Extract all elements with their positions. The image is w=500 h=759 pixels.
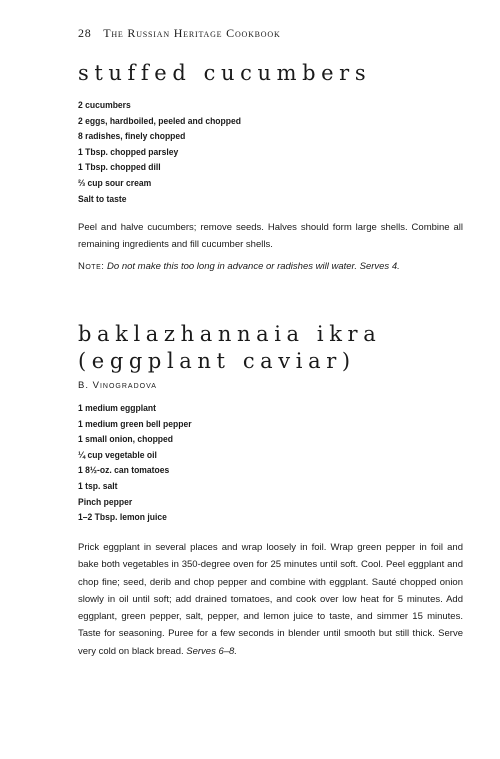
- ingredient-item: Salt to taste: [78, 193, 127, 205]
- recipe-title-eggplant-caviar: [78, 321, 381, 375]
- directions-cucumbers: Peel and halve cucumbers; remove seeds. Halves should form large shells. Combine all remaining ingredients and fill cucumber shells.: [78, 222, 463, 251]
- ingredient-item: 1 medium eggplant: [78, 403, 156, 414]
- ingredient-item: 8 radishes, finely chopped: [78, 131, 186, 143]
- running-head: [78, 26, 281, 41]
- recipe-note: [78, 258, 463, 275]
- ingredient-item: 1 tsp. salt: [78, 480, 118, 492]
- recipe-attribution: B. Vinogradova: [78, 380, 157, 391]
- directions-eggplant: [78, 539, 463, 660]
- recipe-title-line-2: (eggplant caviar): [78, 349, 356, 373]
- directions-text: Prick eggplant in several places and wrap loosely in foil. Wrap green pepper in foil and bake both vegetables in 350-degree oven for 25 minutes until soft. Cool. Peel eggplant and chop fine; seed, derib and chop pepper and combine with eggplant. Sauté chopped onion slowly in oil until soft; add drained tomatoes, and cook over low heat for 5 minutes. Add eggplant, green pepper, salt, pepper, and lemon juice to taste, and simmer 15 minutes. Taste for seasoning. Puree for a few seconds in blender until smooth but still thick. Serve very cold on black bread.: [78, 542, 463, 657]
- ingredient-item: 1 small onion, chopped: [78, 434, 174, 446]
- serves-text: Serves 6–8.: [186, 645, 237, 657]
- ingredient-item: 1 medium green bell pepper: [78, 418, 192, 430]
- ingredient-item: 1 Tbsp. chopped parsley: [78, 146, 179, 158]
- ingredient-item: ¼ cup vegetable oil: [78, 449, 157, 461]
- ingredient-list-eggplant: [78, 401, 192, 526]
- ingredient-item: Pinch pepper: [78, 496, 133, 508]
- ingredient-item: 1 8½-oz. can tomatoes: [78, 465, 170, 477]
- ingredient-list-cucumbers: [78, 98, 241, 207]
- ingredient-item: 1–2 Tbsp. lemon juice: [78, 512, 167, 524]
- ingredient-item: ⅔ cup sour cream: [78, 177, 152, 189]
- ingredient-item: 2 cucumbers: [78, 100, 131, 111]
- book-title: The Russian Heritage Cookbook: [103, 26, 281, 40]
- ingredient-item: 1 Tbsp. chopped dill: [78, 162, 161, 174]
- page-number: 28: [78, 26, 92, 40]
- recipe-title-stuffed-cucumbers: stuffed cucumbers: [78, 61, 372, 85]
- note-text: Do not make this too long in advance or radishes will water. Serves 4.: [107, 261, 400, 272]
- ingredient-item: 2 eggs, hardboiled, peeled and chopped: [78, 115, 241, 127]
- recipe-title-line-1: baklazhannaia ikra: [78, 322, 382, 346]
- note-label: Note:: [78, 261, 105, 272]
